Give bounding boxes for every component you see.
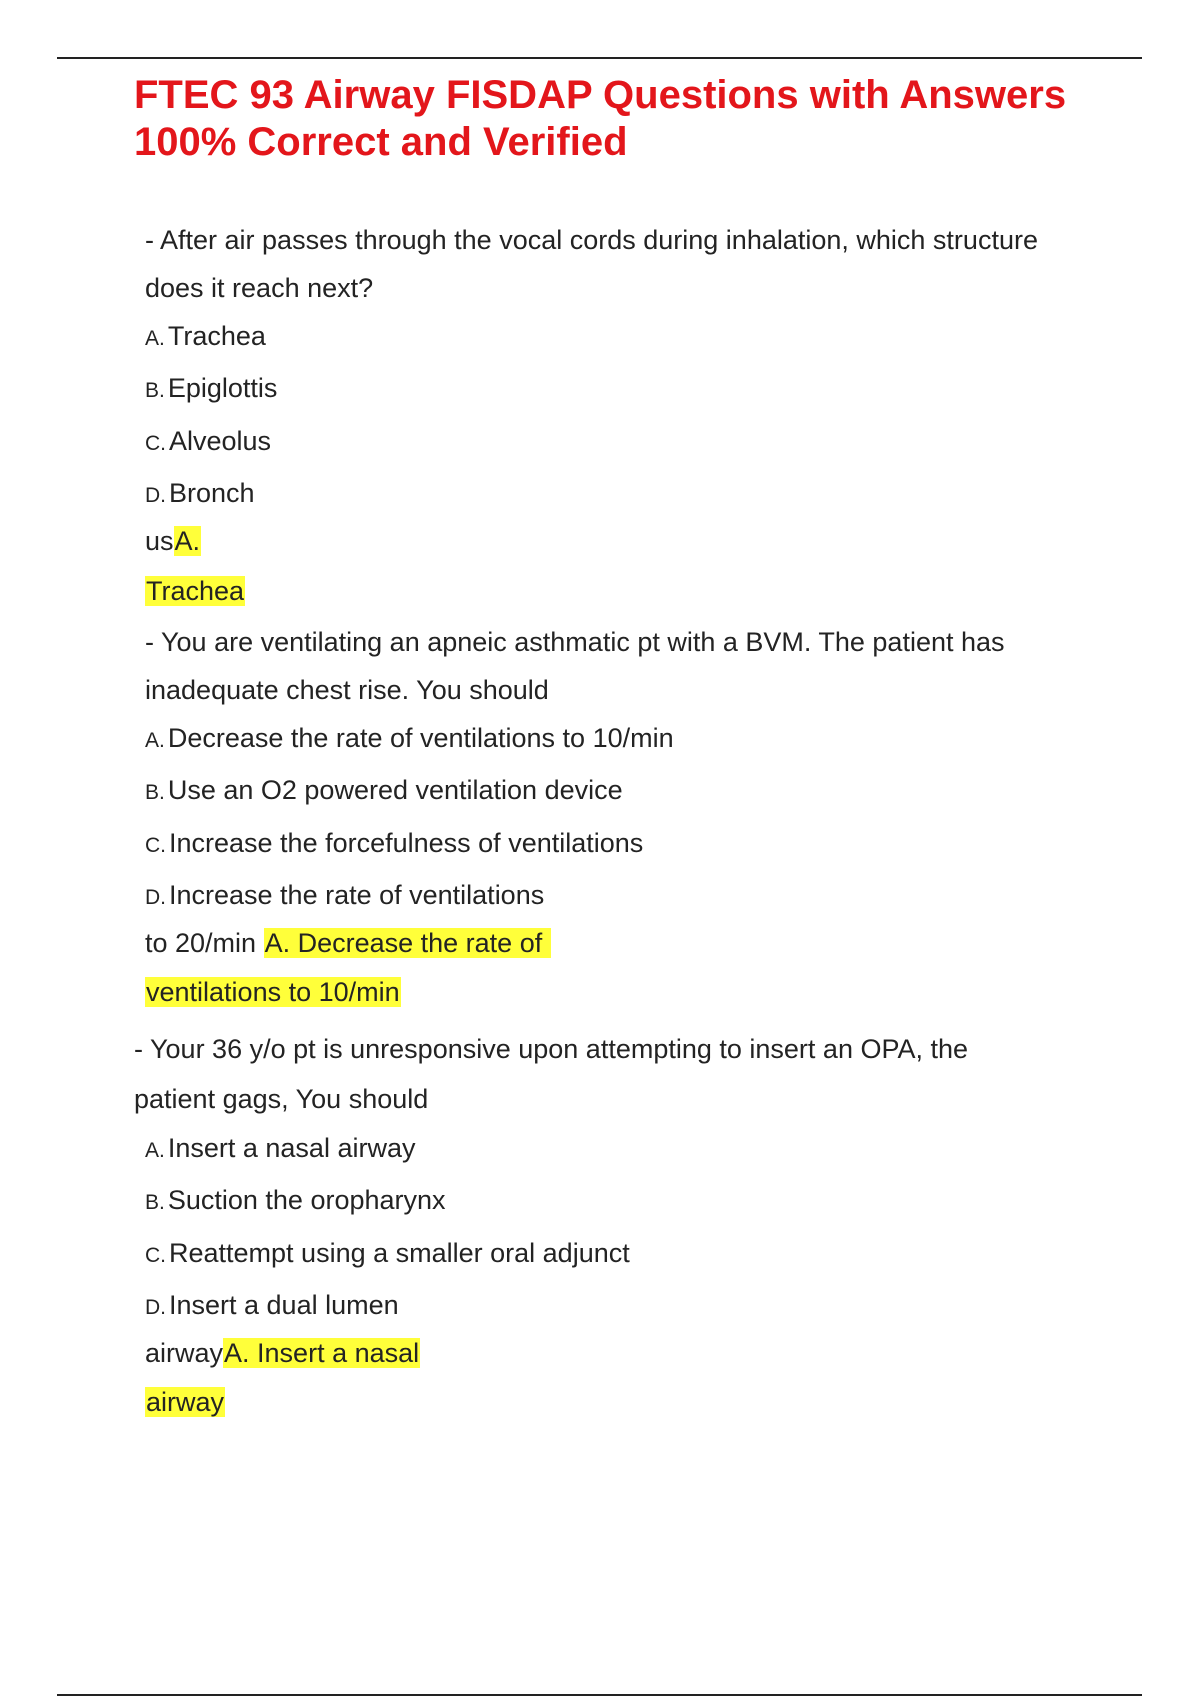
question-3-stem-line-2: patient gags, You should <box>134 1084 429 1114</box>
option-letter: C. <box>145 834 166 857</box>
option-text: Insert a dual lumen <box>169 1290 399 1320</box>
header-rule <box>57 57 1142 59</box>
option-letter: C. <box>145 1244 166 1267</box>
answer-highlight: ventilations to 10/min <box>146 977 400 1007</box>
question-2-option-d <box>145 878 544 915</box>
option-letter: B. <box>145 1191 165 1214</box>
question-2-answer-line-2 <box>145 975 401 1009</box>
option-text: Suction the oropharynx <box>167 1185 446 1215</box>
footer-rule <box>57 1694 1142 1696</box>
option-text: Increase the rate of ventilations <box>169 880 545 910</box>
question-2-option-a <box>145 721 674 758</box>
question-3-stem-line-1: - Your 36 y/o pt is unresponsive upon attempting to insert an OPA, the <box>134 1034 969 1064</box>
question-1-stem-line-1: - After air passes through the vocal cords during inhalation, which structure <box>145 225 1038 255</box>
document-title <box>134 72 1134 166</box>
option-letter: A. <box>145 1139 165 1162</box>
question-3-answer-line-1 <box>145 1336 420 1370</box>
option-text: Reattempt using a smaller oral adjunct <box>169 1238 630 1268</box>
question-3-option-c <box>145 1236 630 1273</box>
option-letter: B. <box>145 781 165 804</box>
option-text: Trachea <box>167 321 266 351</box>
question-2-option-b <box>145 773 623 810</box>
option-letter: D. <box>145 1296 166 1319</box>
question-3-option-d <box>145 1288 399 1325</box>
question-1-option-b <box>145 371 277 408</box>
option-text: Decrease the rate of ventilations to 10/min <box>167 723 674 753</box>
option-letter: C. <box>145 432 166 455</box>
answer-highlight: A. <box>174 526 201 556</box>
answer-highlight: Trachea <box>146 576 245 606</box>
option-letter: A. <box>145 729 165 752</box>
option-tail: us <box>145 526 174 556</box>
title-line-1: FTEC 93 Airway FISDAP Questions with Answers <box>134 73 1067 117</box>
question-2-stem-line-2: inadequate chest rise. You should <box>145 675 549 705</box>
option-letter: D. <box>145 484 166 507</box>
option-letter: D. <box>145 886 166 909</box>
question-3-answer-line-2 <box>145 1385 225 1419</box>
option-tail: to 20/min <box>145 928 264 958</box>
question-3-option-b <box>145 1183 446 1220</box>
option-text: Use an O2 powered ventilation device <box>167 775 623 805</box>
question-1-option-c <box>145 424 271 461</box>
option-text: Epiglottis <box>167 373 278 403</box>
option-tail: airway <box>145 1338 224 1368</box>
option-text: Bronch <box>169 478 255 508</box>
question-2-answer-line-1 <box>145 926 551 960</box>
option-text: Insert a nasal airway <box>167 1133 416 1163</box>
option-text: Alveolus <box>169 426 272 456</box>
title-line-2: 100% Correct and Verified <box>134 120 628 164</box>
question-1-stem-line-2: does it reach next? <box>145 273 374 303</box>
question-2-option-c <box>145 826 643 863</box>
question-3-option-a <box>145 1131 415 1168</box>
answer-highlight: airway <box>146 1387 225 1417</box>
question-1-option-d <box>145 476 255 513</box>
question-1-answer-line-2 <box>145 574 245 608</box>
option-letter: B. <box>145 379 165 402</box>
question-1-option-a <box>145 319 266 356</box>
answer-highlight: A. Decrease the rate of <box>264 928 550 958</box>
option-letter: A. <box>145 327 165 350</box>
option-text: Increase the forcefulness of ventilations <box>169 828 644 858</box>
question-2-stem-line-1: - You are ventilating an apneic asthmatic pt with a BVM. The patient has <box>145 627 1005 657</box>
question-1-answer-line-1 <box>145 524 201 558</box>
answer-highlight: A. Insert a nasal <box>224 1338 420 1368</box>
